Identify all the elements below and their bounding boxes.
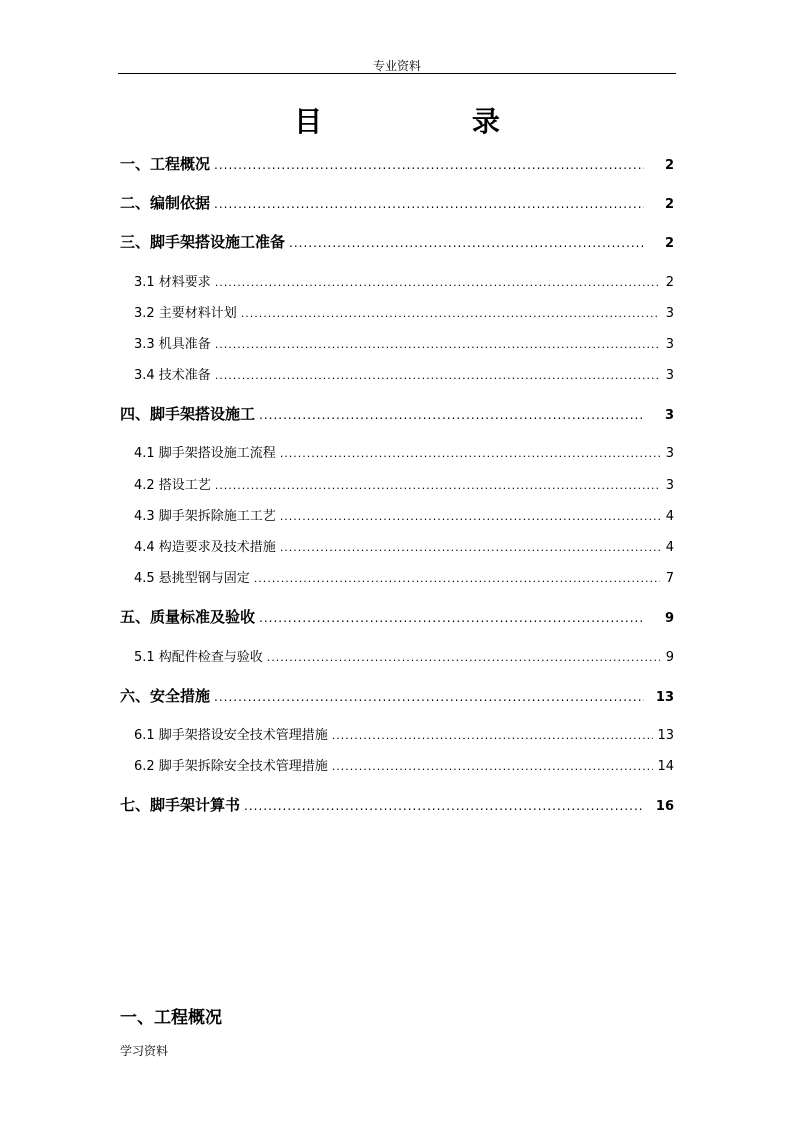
toc-entry-page: 2 (664, 236, 674, 251)
toc-subentry-label: 3.3 机具准备 (134, 337, 211, 352)
toc-subentry-page: 3 (665, 446, 674, 461)
toc-entry-label: 二、编制依据 (120, 194, 211, 212)
toc-subentry[interactable] (134, 646, 674, 665)
toc-entry-page: 9 (664, 611, 674, 626)
toc-dot-leader (332, 760, 654, 773)
toc-dot-leader (215, 338, 660, 351)
toc-entry[interactable] (120, 153, 674, 174)
toc-subentry-page: 3 (665, 368, 674, 383)
toc-entry[interactable] (120, 192, 674, 213)
toc-subentry-page: 4 (665, 509, 674, 524)
toc-entry-label: 七、脚手架计算书 (120, 796, 241, 814)
toc-dot-leader (241, 307, 660, 320)
toc-entry-page: 2 (664, 197, 674, 212)
toc-dot-leader (215, 479, 660, 492)
toc-subentry-label: 4.1 脚手架搭设施工流程 (134, 446, 276, 461)
toc-subentry[interactable] (134, 442, 674, 461)
toc-subentry[interactable] (134, 364, 674, 383)
toc-dot-leader (254, 572, 660, 585)
toc-subentry[interactable] (134, 333, 674, 352)
toc-subentry-page: 2 (665, 275, 674, 290)
toc-subentry-label: 3.1 材料要求 (134, 275, 211, 290)
toc-subentry[interactable] (134, 567, 674, 586)
toc-dot-leader (259, 611, 644, 625)
toc-subentry-label: 6.2 脚手架拆除安全技术管理措施 (134, 759, 328, 774)
toc-dot-leader (244, 799, 644, 813)
toc-subentry-page: 4 (665, 540, 674, 555)
toc-entry-page: 3 (664, 408, 674, 423)
toc-entry-label: 六、安全措施 (120, 687, 211, 705)
toc-dot-leader (289, 236, 644, 250)
toc-subentry-label: 4.5 悬挑型钢与固定 (134, 571, 250, 586)
toc-entry[interactable] (120, 685, 674, 706)
toc-dot-leader (215, 276, 660, 289)
toc-subentry-label: 6.1 脚手架搭设安全技术管理措施 (134, 728, 328, 743)
toc-dot-leader (259, 408, 644, 422)
toc-subentry[interactable] (134, 474, 674, 493)
toc-subentry[interactable] (134, 505, 674, 524)
toc-subentry-page: 13 (657, 728, 674, 743)
toc-dot-leader (332, 729, 654, 742)
toc-entry-label: 五、质量标准及验收 (120, 608, 256, 626)
toc-dot-leader (214, 690, 644, 704)
toc-subentry[interactable] (134, 536, 674, 555)
toc-subentry-label: 4.4 构造要求及技术措施 (134, 540, 276, 555)
toc-subentry[interactable] (134, 724, 674, 743)
toc-entry[interactable] (120, 231, 674, 252)
toc-dot-leader (280, 447, 660, 460)
toc-entry[interactable] (120, 606, 674, 627)
toc-dot-leader (215, 369, 660, 382)
toc-subentry-page: 14 (657, 759, 674, 774)
header-divider (118, 73, 676, 74)
toc-entry[interactable] (120, 794, 674, 815)
toc-subentry[interactable] (134, 271, 674, 290)
toc-subentry-page: 3 (665, 337, 674, 352)
toc-title: 目 录 (294, 105, 570, 138)
toc-dot-leader (267, 651, 660, 664)
toc-entry[interactable] (120, 403, 674, 424)
toc-dot-leader (214, 197, 644, 211)
toc-dot-leader (280, 510, 660, 523)
toc-subentry-label: 4.2 搭设工艺 (134, 478, 211, 493)
page-footer: 学习资料 (120, 1044, 169, 1058)
toc-dot-leader (214, 158, 644, 172)
toc-dot-leader (280, 541, 660, 554)
toc-entry-label: 三、脚手架搭设施工准备 (120, 233, 286, 251)
section-heading: 一、工程概况 (120, 1008, 222, 1028)
toc-entry-page: 13 (655, 690, 674, 705)
toc-subentry-page: 7 (665, 571, 674, 586)
toc-subentry-page: 9 (665, 650, 674, 665)
toc-entry-page: 2 (664, 158, 674, 173)
toc-subentry-page: 3 (665, 478, 674, 493)
toc-subentry[interactable] (134, 755, 674, 774)
toc-subentry[interactable] (134, 302, 674, 321)
toc-subentry-label: 3.2 主要材料计划 (134, 306, 237, 321)
toc-entry-page: 16 (655, 799, 674, 814)
toc-subentry-label: 3.4 技术准备 (134, 368, 211, 383)
toc-subentry-page: 3 (665, 306, 674, 321)
toc-subentry-label: 4.3 脚手架拆除施工工艺 (134, 509, 276, 524)
page-header: 专业资料 (372, 59, 421, 73)
toc-subentry-label: 5.1 构配件检查与验收 (134, 650, 263, 665)
toc-entry-label: 四、脚手架搭设施工 (120, 405, 256, 423)
toc-entry-label: 一、工程概况 (120, 155, 211, 173)
